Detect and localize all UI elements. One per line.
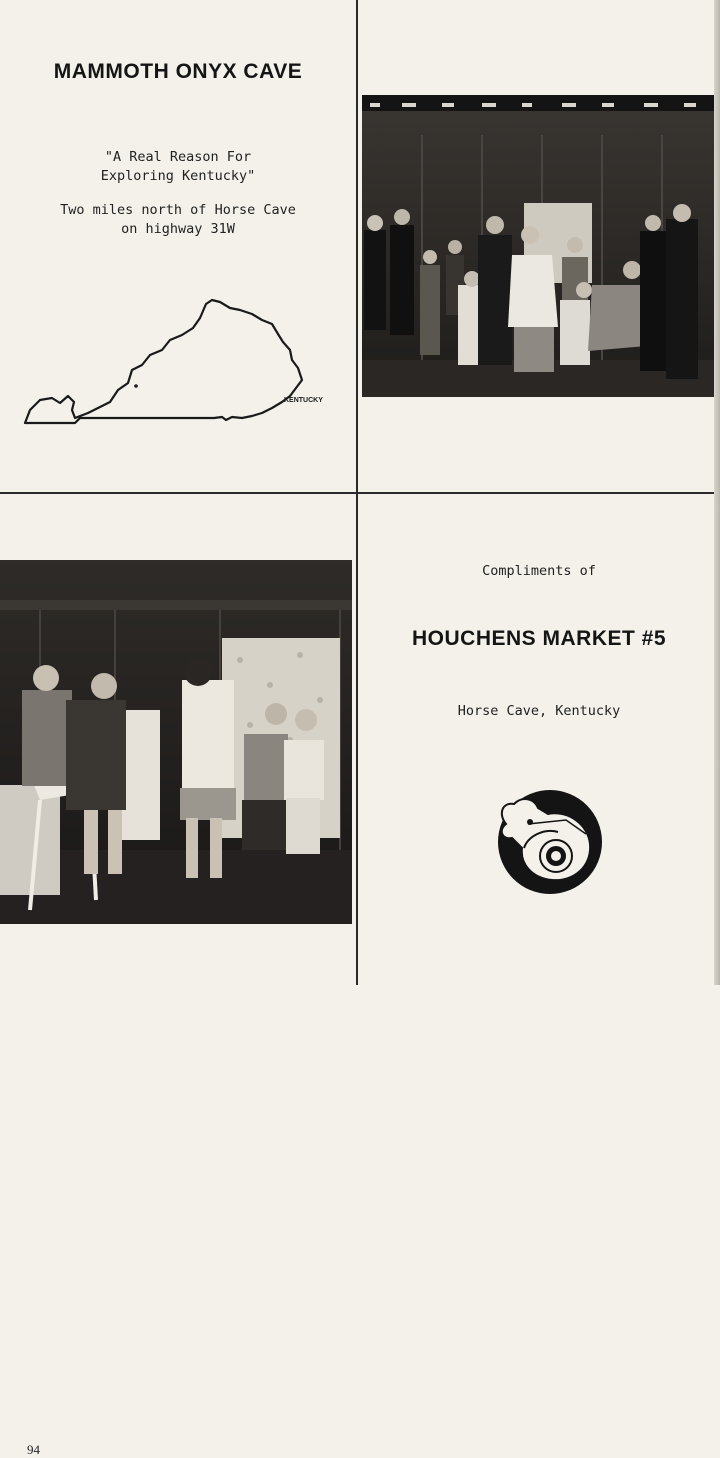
kentucky-map-icon: [0, 290, 356, 450]
cave-ad-directions: [0, 201, 356, 239]
cave-ad-title: MAMMOTH ONYX CAVE: [53, 60, 303, 83]
horizontal-divider: [0, 492, 720, 494]
top-right-panel: [358, 0, 720, 492]
cave-ad-slogan: [0, 148, 356, 186]
kentucky-map-label: KENTUCKY: [284, 397, 323, 404]
bottom-left-panel: [0, 494, 356, 1457]
market-location: Horse Cave, Kentucky: [457, 703, 621, 719]
cave-direction-line1: Two miles north of Horse Cave: [60, 202, 296, 218]
market-compliments: Compliments of: [482, 563, 596, 579]
page-edge-shadow: [714, 0, 720, 985]
cave-slogan-line1: "A Real Reason For: [104, 149, 252, 165]
market-ad: [358, 494, 720, 985]
market-ad-title: HOUCHENS MARKET #5: [411, 627, 667, 650]
ham-icon: [488, 784, 608, 894]
stage-play-photo: [0, 560, 352, 924]
cave-ad: [0, 0, 356, 492]
cave-slogan-line2: Exploring Kentucky": [100, 168, 256, 184]
stage-group-photo: [362, 95, 716, 397]
page-number: 94: [27, 1442, 40, 1457]
cave-direction-line2: on highway 31W: [121, 221, 235, 237]
